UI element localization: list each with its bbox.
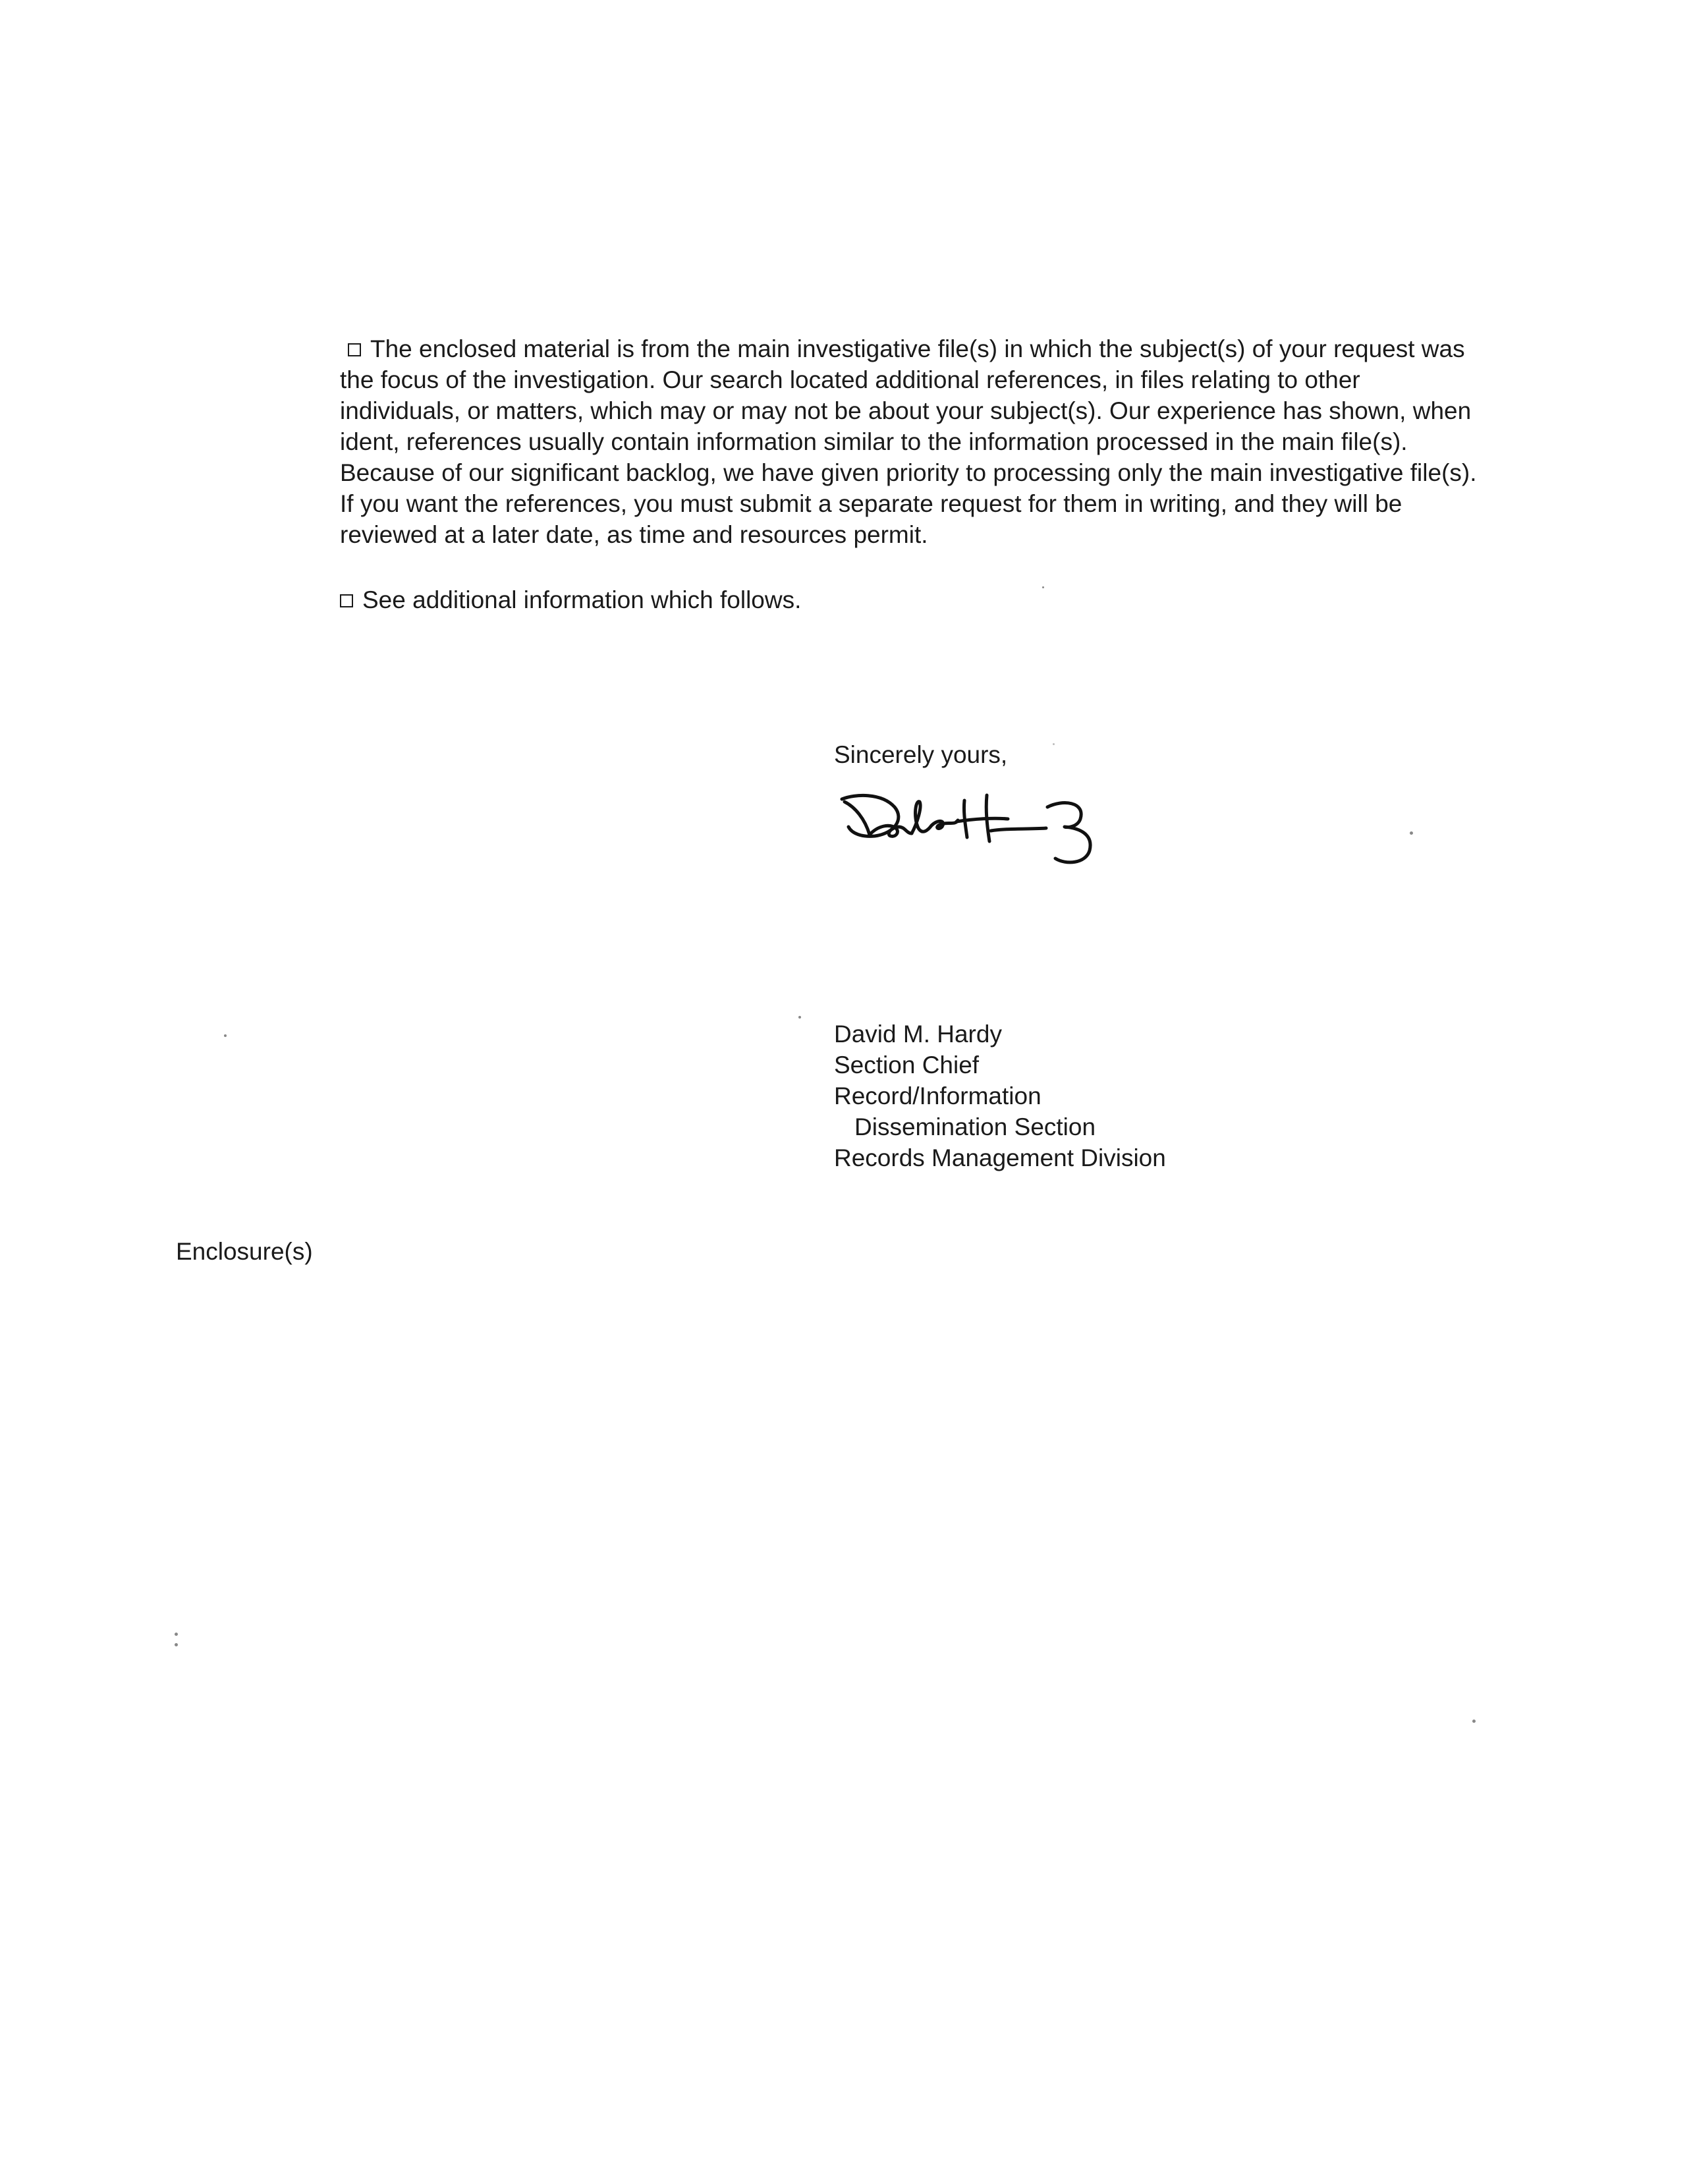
enclosures-note: Enclosure(s) — [176, 1238, 313, 1265]
scan-speck — [1410, 831, 1413, 835]
additional-info-paragraph — [340, 584, 1486, 615]
scan-speck — [175, 1633, 178, 1636]
additional-info-checkbox — [340, 594, 353, 607]
signatory-division: Records Management Division — [834, 1144, 1166, 1171]
handwritten-signature — [835, 787, 1138, 873]
additional-info-text: See additional information which follows. — [362, 586, 802, 613]
signatory-title: Section Chief — [834, 1051, 980, 1078]
signature-block — [834, 1019, 1166, 1173]
signatory-section-line2: Dissemination Section — [854, 1113, 1096, 1140]
scan-speck — [798, 1016, 801, 1019]
signatory-section-line1: Record/Information — [834, 1082, 1041, 1109]
signatory-name: David M. Hardy — [834, 1021, 1002, 1048]
scan-speck — [175, 1643, 178, 1646]
main-file-checkbox — [348, 343, 361, 356]
scan-speck — [1053, 743, 1055, 745]
scan-speck — [224, 1034, 227, 1037]
main-file-text: The enclosed material is from the main investigative file(s) in which the subject(s) of your request was the focus of the investigation. Our search located additional references, in files relating to other individuals, or matters, which may or may not be about your subject(s). Our experience has shown, when ident, references usually contain information similar to the information processed in the main file(s). Because of our significant backlog, we have given priority to processing only the main investigative file(s). If you want the references, you must submit a separate request for them in writing, and they will be reviewed at a later date, as time and resources permit. — [340, 335, 1477, 548]
scan-speck — [1472, 1720, 1476, 1723]
main-file-paragraph — [340, 333, 1486, 550]
scan-speck — [1042, 586, 1044, 588]
closing-salutation: Sincerely yours, — [834, 741, 1008, 768]
